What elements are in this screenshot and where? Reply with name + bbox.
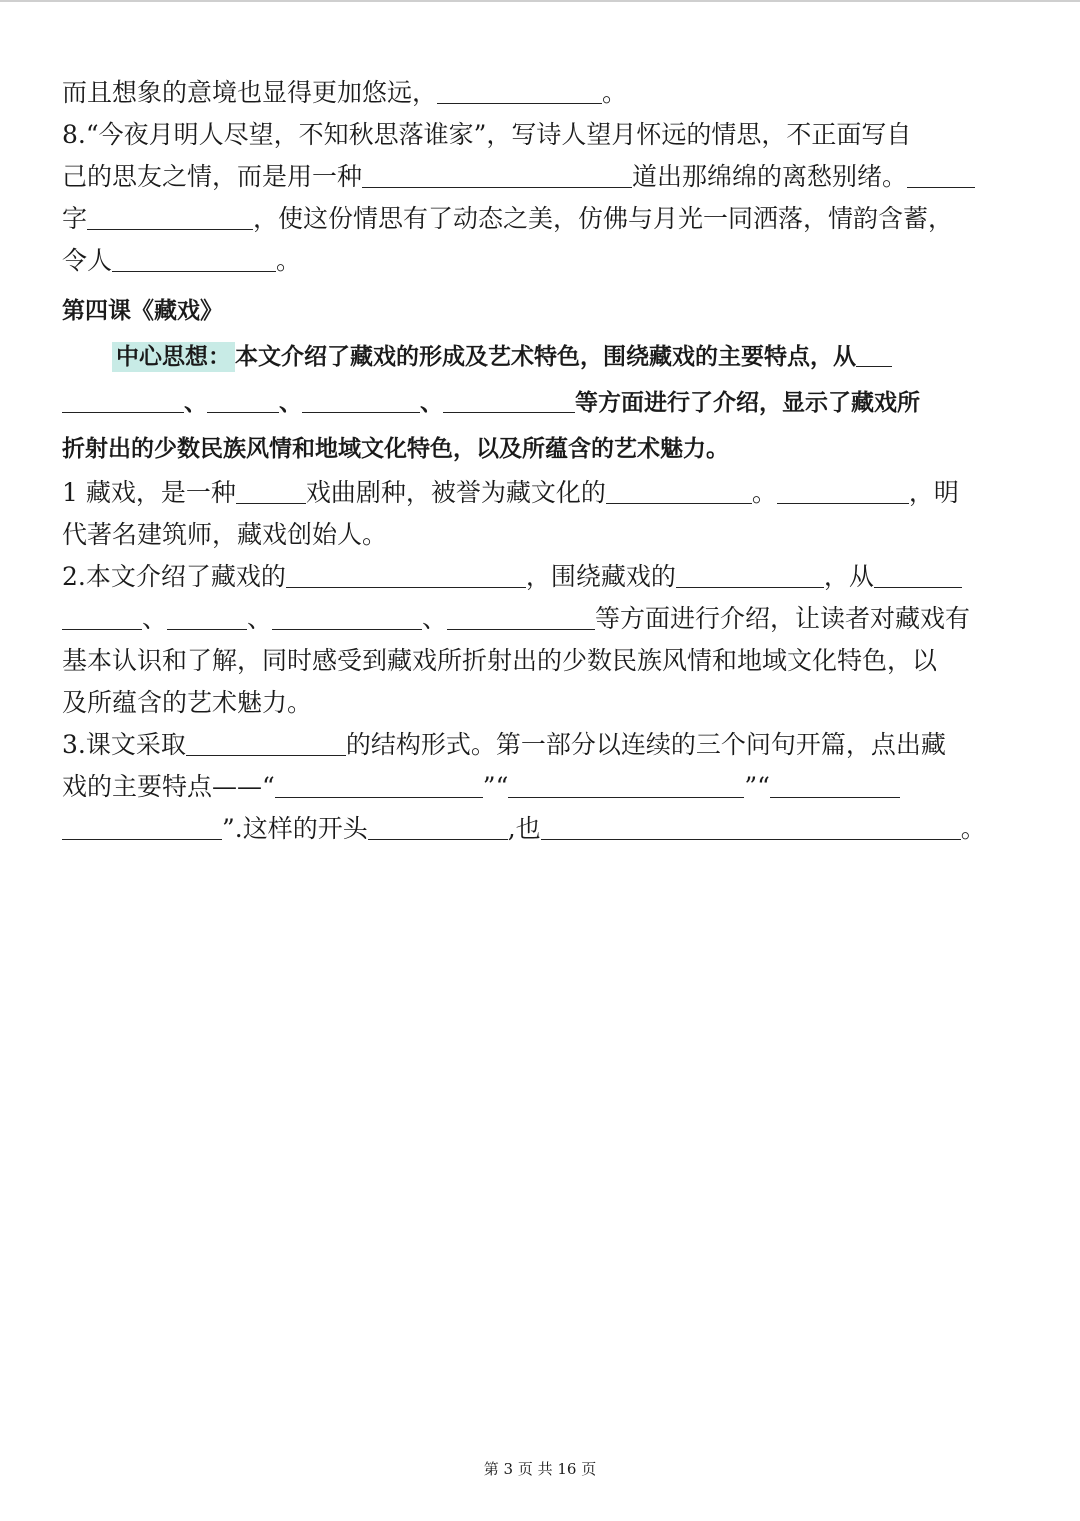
text: 折射出的少数民族风情和地域文化特色，以及所蕴含的艺术魅力。: [62, 436, 729, 462]
text: ，使这份情思有了动态之美，仿佛与月光一同洒落，情韵含蓄，: [253, 204, 954, 233]
q3-line-2: [62, 766, 1018, 808]
text: 1 藏戏，是一种: [62, 478, 236, 507]
page-footer: 第 3 页 共 16 页: [483, 1460, 597, 1478]
blank[interactable]: [676, 559, 824, 588]
blank[interactable]: [286, 559, 526, 588]
blank[interactable]: [167, 601, 247, 630]
blank[interactable]: [447, 601, 595, 630]
blank[interactable]: [541, 811, 961, 840]
q2-line-3: [62, 640, 1018, 682]
text: 的结构形式。第一部分以连续的三个问句开篇，点出藏: [345, 730, 946, 759]
text: ,也: [507, 814, 541, 843]
text: 道出那绵绵的离愁别绪。: [632, 162, 908, 191]
text: 、: [422, 604, 448, 633]
q2-line-2: [62, 598, 1018, 640]
page-top-edge: [0, 0, 1080, 2]
q3-line-1: [62, 724, 1018, 766]
blank[interactable]: [362, 159, 632, 188]
text: 字: [62, 204, 88, 233]
document-page: [62, 72, 1018, 850]
blank[interactable]: [606, 475, 752, 504]
blank[interactable]: [207, 384, 279, 413]
text: 本文介绍了藏戏的形成及艺术特色，围绕藏戏的主要特点，从: [235, 344, 856, 370]
blank[interactable]: [508, 769, 744, 798]
q1-line-2: [62, 514, 1018, 556]
blank[interactable]: [302, 384, 420, 413]
text: 戏曲剧种，被誉为藏文化的: [305, 478, 606, 507]
text: 代著名建筑师，藏戏创始人。: [62, 520, 388, 549]
text: 戏的主要特点——“: [62, 772, 275, 801]
text: 等方面进行介绍，让读者对藏戏有: [595, 604, 971, 633]
blank[interactable]: [112, 243, 276, 272]
text: 、: [420, 390, 443, 416]
text: ”“: [744, 772, 770, 801]
q2-line-4: [62, 682, 1018, 724]
blank[interactable]: [443, 384, 575, 413]
text: 基本认识和了解，同时感受到藏戏所折射出的少数民族风情和地域文化特色，以: [62, 646, 938, 675]
q2-line-1: [62, 556, 1018, 598]
q7-continuation: [62, 72, 1018, 114]
theme-line-2: [62, 380, 1018, 426]
blank[interactable]: [874, 559, 962, 588]
text: ，从: [823, 562, 874, 591]
theme-line-3: [62, 426, 1018, 472]
text: 3.课文采取: [62, 730, 186, 759]
text: 令人: [62, 246, 113, 275]
blank[interactable]: [856, 338, 892, 367]
q8-line-3: [62, 198, 1018, 240]
text: ，明: [908, 478, 959, 507]
blank[interactable]: [62, 811, 222, 840]
text: ”.这样的开头: [222, 814, 368, 843]
theme-line-1: [62, 334, 1018, 380]
text: ，围绕藏戏的: [525, 562, 676, 591]
text: 8.“今夜月明人尽望，不知秋思落谁家”，写诗人望月怀远的情思，不正面写自: [62, 120, 912, 149]
text: 2.本文介绍了藏戏的: [62, 562, 286, 591]
blank[interactable]: [770, 769, 900, 798]
lesson-title: 第四课《藏戏》: [62, 298, 223, 324]
blank[interactable]: [272, 601, 422, 630]
text: 。: [602, 78, 628, 107]
text: 。: [751, 478, 777, 507]
q8-line-4: [62, 240, 1018, 282]
text: 、: [247, 604, 273, 633]
text: 、: [142, 604, 168, 633]
text: 而且想象的意境也显得更加悠远，: [62, 78, 438, 107]
theme-label: 中心思想：: [112, 342, 235, 372]
text: 。: [276, 246, 302, 275]
blank[interactable]: [62, 601, 142, 630]
blank[interactable]: [87, 201, 253, 230]
blank[interactable]: [368, 811, 508, 840]
blank[interactable]: [62, 384, 184, 413]
q1-line-1: [62, 472, 1018, 514]
text: 、: [279, 390, 302, 416]
text: 己的思友之情，而是用一种: [62, 162, 363, 191]
q8-line-2: [62, 156, 1018, 198]
q8-line-1: [62, 114, 1018, 156]
blank[interactable]: [907, 159, 975, 188]
q3-line-3: [62, 808, 1018, 850]
text: 及所蕴含的艺术魅力。: [62, 688, 313, 717]
text: 等方面进行了介绍，显示了藏戏所: [575, 390, 920, 416]
blank[interactable]: [186, 727, 346, 756]
text: ”“: [482, 772, 509, 801]
blank[interactable]: [777, 475, 909, 504]
text: 。: [960, 814, 986, 843]
blank[interactable]: [236, 475, 306, 504]
blank[interactable]: [437, 75, 602, 104]
blank[interactable]: [275, 769, 483, 798]
text: 、: [184, 390, 207, 416]
